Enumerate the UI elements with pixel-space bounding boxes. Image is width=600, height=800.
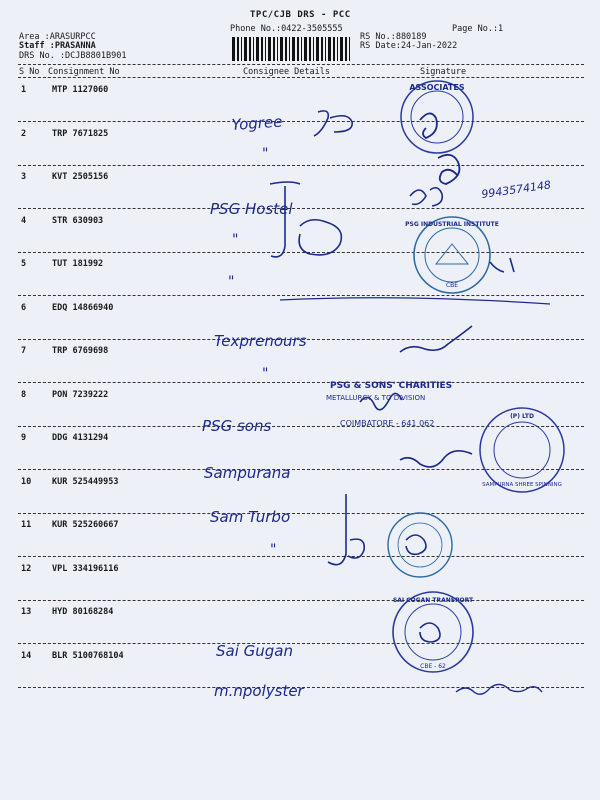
row-consignment-no: KUR 525260667 [52,520,119,530]
svg-text:ASSOCIATES: ASSOCIATES [409,83,465,92]
signature-scribble-5 [490,258,514,272]
row-sno: 7 [21,346,27,356]
row-sno: 14 [21,651,32,661]
row-sno: 9 [21,433,27,443]
row-consignment-no: TRP 7671825 [52,129,109,139]
consignee-handwriting-7: " [262,366,269,382]
signature-scribble-2 [438,155,460,184]
svg-text:SAI COGAN TRANSPORT: SAI COGAN TRANSPORT [392,597,474,604]
company-stamp-3 [326,381,452,428]
row-consignment-no: VPL 334196116 [52,564,119,574]
consignee-handwriting-5: " [228,274,235,290]
row-sno: 11 [21,520,32,530]
col-consignment-header: Consignment No [48,67,120,77]
staff-field: Staff :PRASANNA [19,41,96,51]
signature-scribble-1b [420,113,437,138]
document-title: TPC/CJB DRS - PCC [250,10,351,20]
row-consignment-no: TRP 6769698 [52,346,109,356]
consignee-handwriting-10: Sam Turbo [210,508,291,526]
consignee-handwriting-3: PSG Hostel [210,200,293,218]
col-signature-header: Signature [420,67,467,77]
row-sno: 5 [21,259,27,269]
signature-scribble-4 [299,220,341,255]
consignee-handwriting-11: " [270,542,277,558]
consignee-handwriting-4: " [232,232,239,248]
signature-scribble-14 [456,684,542,694]
company-stamp-1 [401,81,473,153]
company-stamp-4 [480,408,564,492]
row-sno: 3 [21,172,27,182]
row-consignment-no: TUT 181992 [52,259,104,269]
row-consignment-no: DDG 4131294 [52,433,109,443]
signature-scribble-3 [270,182,300,257]
svg-text:METALLURGY & TO DIVISION: METALLURGY & TO DIVISION [326,394,426,402]
rs-number: RS No.:880189 [360,32,427,42]
rs-date: RS Date:24-Jan-2022 [360,41,458,51]
row-sno: 10 [21,477,32,487]
row-sno: 8 [21,390,27,400]
col-sno-header: S No [19,67,40,77]
consignee-handwriting-9: Sampurana [204,464,291,482]
row-sno: 4 [21,216,27,226]
drs-number: DRS No. :DCJB8801B901 [19,51,127,61]
signature-scribble-9 [400,451,472,467]
row-consignment-no: HYD 80168284 [52,607,114,617]
svg-text:SAMPURNA SHREE SPINNING: SAMPURNA SHREE SPINNING [482,482,562,488]
signature-scribble-10 [328,494,364,565]
consignee-handwriting-8: PSG sons [202,417,272,435]
company-stamp-5 [388,513,452,577]
company-stamp-6 [393,592,474,672]
row-consignment-no: MTP 1127060 [52,85,109,95]
row-sno: 12 [21,564,32,574]
consignee-handwriting-6: Texprenours [214,332,307,350]
row-consignment-no: PON 7239222 [52,390,109,400]
handwritten-phone-note: 9943574148 [480,178,552,201]
col-consignee-header: Consignee Details [243,67,330,77]
signature-line-5 [280,298,550,304]
consignee-handwriting-13: Sai Gugan [216,642,293,660]
company-stamp-2 [405,217,499,293]
row-sno: 6 [21,303,27,313]
row-consignment-no: STR 630903 [52,216,104,226]
svg-text:CBE - 62: CBE - 62 [420,663,446,670]
row-sno: 2 [21,129,27,139]
svg-text:PSG INDUSTRIAL INSTITUTE: PSG INDUSTRIAL INSTITUTE [405,221,499,228]
row-consignment-no: KVT 2505156 [52,172,109,182]
area-field: Area :ARASURPCC [19,32,96,42]
page-number: Page No.:1 [452,24,504,34]
row-consignment-no: KUR 525449953 [52,477,119,487]
consignee-handwriting-2: " [262,146,269,162]
row-consignment-no: EDQ 14866940 [52,303,114,313]
row-sno: 1 [21,85,27,95]
svg-text:(P) LTD: (P) LTD [510,413,534,420]
svg-text:COIMBATORE - 641 062: COIMBATORE - 641 062 [340,419,435,428]
signature-scribble-6 [400,326,472,352]
signature-scribble-1 [314,111,352,136]
svg-text:PSG & SONS' CHARITIES: PSG & SONS' CHARITIES [330,381,453,391]
row-consignment-no: BLR 5100768104 [52,651,124,661]
consignee-handwriting-1: Yogree [231,112,283,134]
signature-scribble-3b [410,188,442,206]
row-sno: 13 [21,607,32,617]
consignee-handwriting-14: m.npolyster [214,682,304,700]
phone-number: Phone No.:0422-3505555 [230,24,343,34]
svg-text:CBE: CBE [445,282,459,289]
